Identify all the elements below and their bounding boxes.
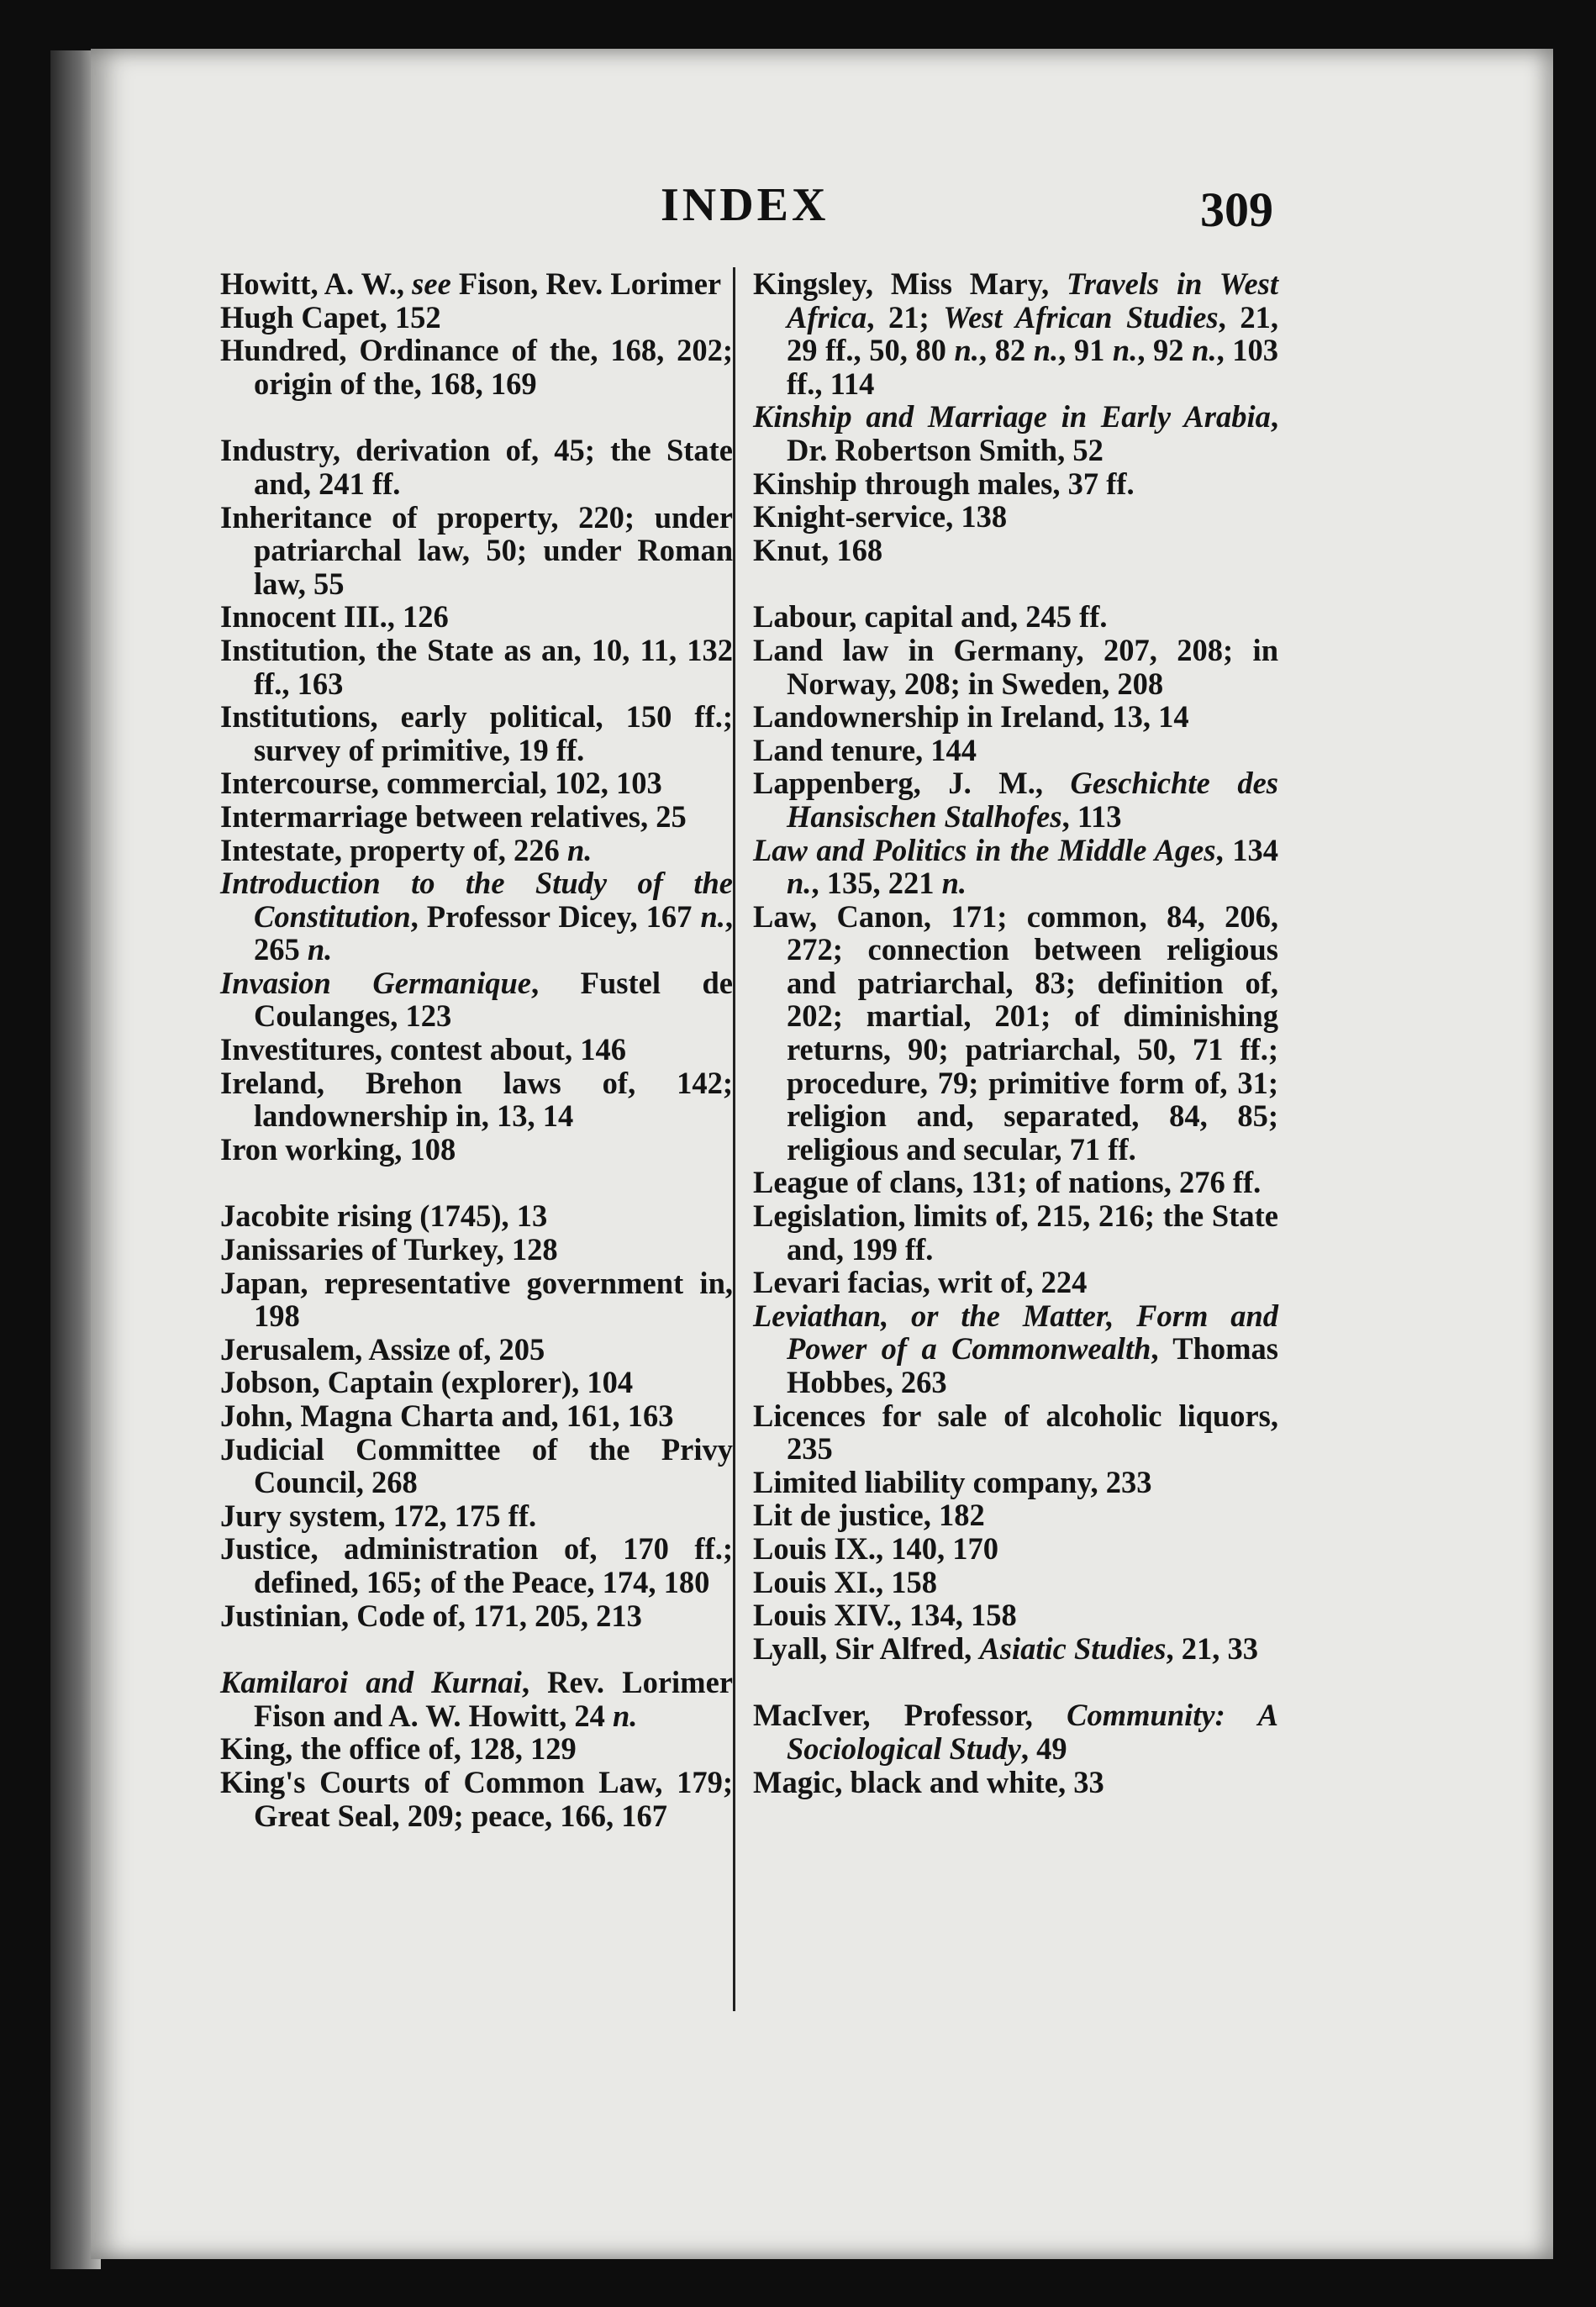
entry-text: Institutions, early political, 150 ff.; survey of primitive, 19 ff. — [220, 699, 733, 767]
index-entry — [753, 1498, 1278, 1532]
entry-text: Hundred, Ordinance of the, 168, 202; origin of the, 168, 169 — [220, 333, 733, 401]
entry-text: Iron working, 108 — [220, 1131, 456, 1167]
italic-title: n. — [566, 832, 593, 867]
entry-text: , 92 — [1137, 333, 1193, 368]
entry-text: Jacobite rising (1745), 13 — [220, 1198, 548, 1234]
index-entry — [753, 700, 1278, 734]
entry-text: , 134 — [1215, 832, 1279, 867]
entry-text: , 91 — [1058, 333, 1113, 368]
index-entry — [753, 467, 1278, 501]
index-entry — [753, 1299, 1278, 1399]
index-entry — [220, 1199, 733, 1233]
italic-title: Kinship and Marriage in Early Arabia — [753, 399, 1271, 435]
entry-text: Industry, derivation of, 45; the State and, 241 ff. — [220, 433, 733, 501]
entry-text: Innocent III., 126 — [220, 599, 449, 635]
index-entry — [220, 1732, 733, 1766]
index-entry — [220, 634, 733, 700]
entry-text: , 265 — [254, 898, 733, 967]
italic-title: see — [412, 266, 451, 301]
index-entry — [753, 534, 1278, 567]
entry-text: , 103 ff., 114 — [787, 333, 1279, 401]
entry-text: , Thomas Hobbes, 263 — [787, 1331, 1278, 1399]
index-entry — [220, 866, 733, 967]
entry-text: Fison, Rev. Lorimer — [450, 266, 722, 301]
index-entry — [753, 1399, 1278, 1466]
entry-text: King's Courts of Common Law, 179; Great Seal, 209; peace, 166, 167 — [220, 1764, 733, 1833]
index-entry — [220, 1766, 733, 1832]
italic-title: n. — [941, 866, 967, 901]
column-divider — [733, 267, 735, 2011]
entry-text: Legislation, limits of, 215, 216; the State and, 199 ff. — [753, 1198, 1278, 1267]
entry-text: , 135, 221 — [811, 866, 942, 901]
letter-group-gap — [220, 1166, 733, 1199]
index-entry — [220, 800, 733, 834]
index-entry — [220, 1433, 733, 1499]
index-entry — [753, 834, 1278, 900]
index-entry — [220, 1033, 733, 1067]
entry-text: Institution, the State as an, 10, 11, 132 ff., 163 — [220, 632, 733, 701]
index-entry — [220, 301, 733, 334]
index-entry — [220, 834, 733, 867]
italic-title: n. — [307, 932, 333, 967]
entry-text: Lappenberg, J. M., — [753, 766, 1071, 801]
italic-title: Kamilaroi and Kurnai — [220, 1665, 522, 1700]
letter-group-gap — [220, 1632, 733, 1666]
italic-title: n. — [954, 333, 979, 368]
index-entry — [220, 1399, 733, 1433]
index-entry — [753, 734, 1278, 767]
italic-title: n. — [787, 866, 812, 901]
entry-text: Magic, black and white, 33 — [753, 1764, 1104, 1799]
index-entry — [753, 1266, 1278, 1299]
index-entry — [220, 600, 733, 634]
page-number: 309 — [1200, 182, 1273, 237]
entry-text: , 49 — [1020, 1730, 1067, 1766]
index-entry — [220, 1599, 733, 1633]
index-entry — [220, 1267, 733, 1333]
index-entry — [220, 1366, 733, 1399]
letter-group-gap — [220, 400, 733, 434]
entry-text: Land tenure, 144 — [753, 732, 977, 767]
entry-text: Levari facias, writ of, 224 — [753, 1265, 1088, 1300]
italic-title: Geschichte des Hansischen Stalhofes — [787, 766, 1278, 834]
entry-text: Jury system, 172, 175 ff. — [220, 1498, 537, 1533]
italic-title: Introduction to the Study of the Constitution — [220, 866, 733, 934]
entry-text: Intestate, property of, 226 — [220, 832, 567, 867]
entry-text: Kinship through males, 37 ff. — [753, 466, 1135, 501]
index-entry — [753, 1166, 1278, 1199]
index-entry — [753, 1566, 1278, 1599]
entry-text: Law, Canon, 171; common, 84, 206, 272; connection between religious and patriarchal, 83; definition of, 202; martial, 201; of diminishing returns, 90; patriarchal, 50, 71 ff.; procedure, 79; primitive form of, 31; religion and, separated, 84, 85; religious and secular, 71 ff. — [753, 898, 1278, 1167]
italic-title: West African Studies — [943, 299, 1219, 334]
index-entry — [753, 1632, 1278, 1666]
index-entry — [220, 434, 733, 500]
italic-title: n. — [1112, 333, 1138, 368]
italic-title: n. — [1192, 333, 1217, 368]
index-entry — [220, 766, 733, 800]
entry-text: Investitures, contest about, 146 — [220, 1032, 626, 1067]
entry-text: Labour, capital and, 245 ff. — [753, 599, 1108, 635]
index-entry — [753, 1466, 1278, 1499]
entry-text: , 21, 33 — [1166, 1630, 1258, 1666]
entry-text: , 82 — [978, 333, 1034, 368]
running-title: INDEX — [661, 179, 830, 231]
letter-group-gap — [753, 566, 1278, 600]
index-entry — [753, 1599, 1278, 1632]
italic-title: Invasion Germanique — [220, 965, 531, 1000]
entry-text: Justinian, Code of, 171, 205, 213 — [220, 1598, 642, 1633]
index-entry — [753, 1699, 1278, 1765]
entry-text: Louis XIV., 134, 158 — [753, 1598, 1017, 1633]
entry-text: League of clans, 131; of nations, 276 ff. — [753, 1165, 1262, 1200]
entry-text: MacIver, Professor, — [753, 1698, 1067, 1733]
letter-group-gap — [753, 1665, 1278, 1699]
index-entry — [220, 334, 733, 400]
entry-text: Jobson, Captain (explorer), 104 — [220, 1365, 634, 1400]
entry-text: , Fustel de Coulanges, 123 — [254, 965, 734, 1034]
index-column-right — [753, 267, 1278, 1799]
entry-text: Kingsley, Miss Mary, — [753, 266, 1067, 301]
entry-text: Japan, representative government in, 198 — [220, 1265, 733, 1334]
entry-text: , 21, 29 ff., 50, 80 — [787, 299, 1279, 368]
italic-title: Law and Politics in the Middle Ages — [753, 832, 1216, 867]
index-entry — [220, 267, 733, 301]
entry-text: , 113 — [1061, 798, 1122, 834]
italic-title: Asiatic Studies — [979, 1630, 1167, 1666]
entry-text: Hugh Capet, 152 — [220, 299, 441, 334]
entry-text: Landownership in Ireland, 13, 14 — [753, 699, 1189, 735]
index-entry — [753, 400, 1278, 466]
index-entry — [220, 967, 733, 1033]
index-entry — [220, 1499, 733, 1533]
entry-text: Lit de justice, 182 — [753, 1498, 985, 1533]
italic-title: Community: A Sociological Study — [787, 1698, 1279, 1766]
italic-title: n. — [700, 898, 725, 934]
index-entry — [220, 1067, 733, 1133]
index-entry — [220, 1666, 733, 1732]
entry-text: Louis IX., 140, 170 — [753, 1530, 999, 1566]
entry-text: Intercourse, commercial, 102, 103 — [220, 766, 662, 801]
entry-text: Knight-service, 138 — [753, 499, 1008, 535]
entry-text: , Professor Dicey, 167 — [410, 898, 701, 934]
index-entry — [220, 700, 733, 766]
index-entry — [753, 1766, 1278, 1799]
index-entry — [753, 600, 1278, 634]
entry-text: Howitt, A. W., — [220, 266, 413, 301]
index-entry — [753, 1532, 1278, 1566]
italic-title: n. — [612, 1698, 638, 1733]
italic-title: Leviathan, or the Matter, Form and Power of a Commonwealth — [753, 1298, 1278, 1367]
italic-title: Travels in West Africa — [787, 266, 1278, 334]
entry-text: Ireland, Brehon laws of, 142; landownership in, 13, 14 — [220, 1065, 733, 1134]
index-entry — [753, 267, 1278, 400]
index-entry — [753, 500, 1278, 534]
index-entry — [753, 766, 1278, 833]
entry-text: Land law in Germany, 207, 208; in Norway, 208; in Sweden, 208 — [753, 632, 1278, 701]
entry-text: Judicial Committee of the Privy Council, 268 — [220, 1431, 733, 1500]
index-entry — [220, 1532, 733, 1599]
page-header — [0, 178, 1596, 237]
entry-text: , 21; — [866, 299, 944, 334]
index-entry — [220, 1333, 733, 1367]
index-entry — [753, 1199, 1278, 1266]
entry-text: Jerusalem, Assize of, 205 — [220, 1331, 545, 1367]
entry-text: King, the office of, 128, 129 — [220, 1731, 577, 1767]
entry-text: Louis XI., 158 — [753, 1564, 938, 1599]
entry-text: Inheritance of property, 220; under patriarchal law, 50; under Roman law, 55 — [220, 499, 733, 601]
entry-text: Licences for sale of alcoholic liquors, 235 — [753, 1398, 1278, 1467]
entry-text: Justice, administration of, 170 ff.; defined, 165; of the Peace, 174, 180 — [220, 1531, 733, 1599]
entry-text: Limited liability company, 233 — [753, 1464, 1152, 1499]
index-entry — [753, 634, 1278, 700]
index-entry — [220, 501, 733, 601]
entry-text: Intermarriage between relatives, 25 — [220, 798, 687, 834]
entry-text: Knut, 168 — [753, 532, 883, 567]
entry-text: Lyall, Sir Alfred, — [753, 1630, 980, 1666]
italic-title: n. — [1033, 333, 1059, 368]
index-column-left — [220, 267, 733, 1832]
index-entry — [220, 1133, 733, 1167]
index-entry — [753, 900, 1278, 1167]
index-entry — [220, 1233, 733, 1267]
entry-text: , Rev. Lorimer Fison and A. W. Howitt, 24 — [254, 1665, 733, 1733]
entry-text: , Dr. Robertson Smith, 52 — [787, 399, 1278, 467]
entry-text: John, Magna Charta and, 161, 163 — [220, 1398, 674, 1433]
entry-text: Janissaries of Turkey, 128 — [220, 1232, 558, 1267]
